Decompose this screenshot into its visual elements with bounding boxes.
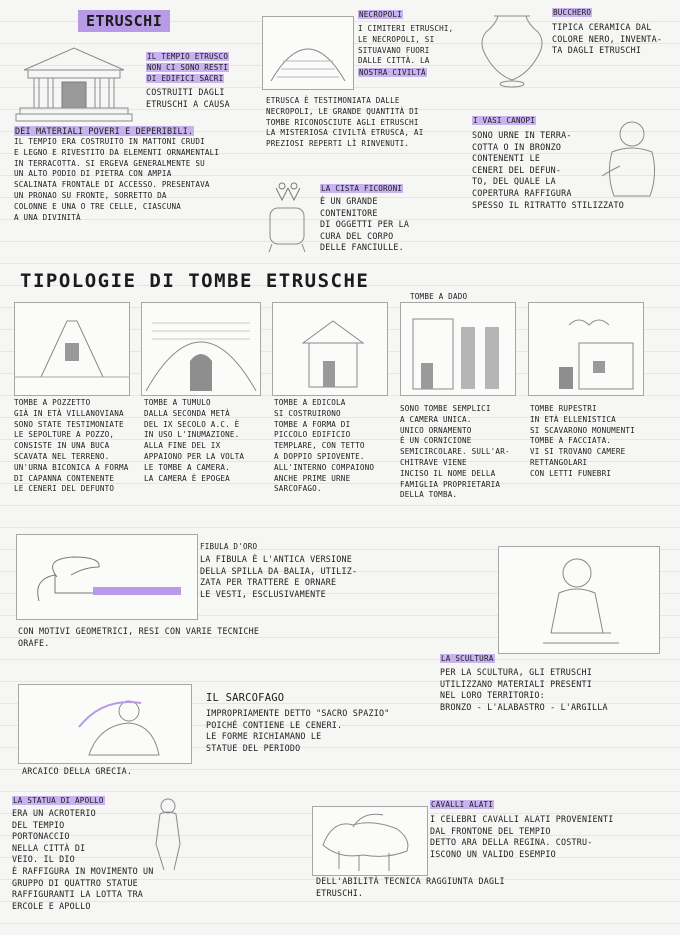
fibula-title: FIBULA D'ORO [200, 542, 258, 551]
cista-body: È UN GRANDE CONTENITORE DI OGGETTI PER LA CURA DEL CORPO DELLE FANCIULLE. [320, 196, 410, 253]
cavalli-body: I CELEBRI CAVALLI ALATI PROVENIENTI DAL FRONTONE DEL TEMPIO DETTO ARA DELLA REGINA. COSTRU- ISCONO UN VALIDO ESEMPIO [430, 814, 614, 859]
vasi-title: I VASI CANOPI [473, 116, 536, 125]
necropoli-title: NECROPOLI [359, 10, 402, 19]
tomb-sketch-rupestri [528, 302, 644, 396]
tomb-text-tumulo: TOMBE A TUMULO DALLA SECONDA METÀ DEL IX SECOLO A.C. È IN USO L'INUMAZIONE. ALLA FINE DEL IX APPAIONO PER LA VOLTA LE TOMBE A CAMERA. LA CAMERA È EPOGEA [144, 398, 245, 483]
tipologie-heading: TIPOLOGIE DI TOMBE ETRUSCHE [20, 270, 370, 292]
cista-title: LA CISTA FICORONI [321, 184, 403, 193]
sarcofago-body: IMPROPRIAMENTE DETTO "SACRO SPAZIO" POICHÉ CONTIENE LE CENERI. LE FORME RICHIAMANO LE STATUE DEL PERIODO [206, 708, 390, 753]
cista-sketch [262, 178, 312, 256]
tempio-body: IL TEMPIO ERA COSTRUITO IN MATTONI CRUDI E LEGNO E RIVESTITO DA ELEMENTI ORNAMENTALI IN TERRACOTTA. SI ERGEVA GENERALMENTE SU UN ALTO PODIO DI PIETRA CON AMPIA SCALINATA FRONTALE DI ACCESSO. PRESENTAVA UN PRONAO SU FRONTE, SORRETTO DA COLONNE E UNA O TRE CELLE, CIASCUNA A UNA DIVINITÀ [14, 137, 220, 222]
tomb-sketch-pozzetto [14, 302, 130, 396]
tempio-hl-line: DEI MATERIALI POVERI E DEPERIBILI. [15, 126, 194, 136]
canopo-sketch [600, 116, 664, 206]
sarcofago-caption: ARCAICO DELLA GRECIA. [22, 766, 133, 776]
vasi-body: SONO URNE IN TERRA- COTTA O IN BRONZO CONTENENTI LE CENERI DEL DEFUN- TO, DEL QUALE LA COPERTURA RAFFIGURA SPESSO IL RITRATTO STILIZZATO [472, 130, 625, 210]
scultura-title: LA SCULTURA [441, 654, 494, 663]
fibula-body-wide: CON MOTIVI GEOMETRICI, RESI CON VARIE TECNICHE ORAFE. [18, 626, 260, 648]
necropoli-body-hl: NOSTRA CIVILTÀ [359, 68, 426, 77]
statua-title: LA STATUA DI APOLLO [13, 796, 104, 805]
tomb-text-edicola: TOMBE A EDICOLA SI COSTRUIRONO TOMBE A FORMA DI PICCOLO EDIFICIO TEMPLARE, CON TETTO A DOPPIO SPIOVENTE. ALL'INTERNO COMPAIONO ANCHE PRIME URNE SARCOFAGO. [274, 398, 375, 494]
tomb-text-rupestri: TOMBE RUPESTRI IN ETÀ ELLENISTICA SI SCAVARONO MONUMENTI TOMBE A FACCIATA. VI SI TROVANO CAMERE RETTANGOLARI CON LETTI FUNEBRI [530, 404, 635, 478]
necropoli-body-a: I CIMITERI ETRUSCHI, LE NECROPOLI, SI SITUAVANO FUORI DALLE CITTÀ. LA [358, 24, 454, 66]
cavalli-title: CAVALLI ALATI [431, 800, 494, 809]
etruschi-title: ETRUSCHI [78, 10, 170, 32]
bucchero-vase-sketch [478, 12, 546, 90]
tempio-lines-a: COSTRUITI DAGLI ETRUSCHI A CAUSA [146, 87, 230, 109]
temple-sketch [14, 42, 134, 127]
tomb-sketch-edicola [272, 302, 388, 396]
tomb-text-pozzetto: TOMBE A POZZETTO GIÀ IN ETÀ VILLANOVIANA SONO STATE TESTIMONIATE LE SEPOLTURE A POZZO, CONSISTE IN UNA BUCA SCAVATA NEL TERRENO. UN'URNA BICONICA A FORMA DI CAPANNA CONTENENTE LE CENERI DEL DEFUNTO [14, 398, 129, 494]
necropoli-sketch [262, 16, 354, 90]
tomb-text-dado: SONO TOMBE SEMPLICI A CAMERA UNICA. UNICO ORNAMENTO È UN CORNICIONE SEMICIRCOLARE. SULL'AR- CHITRAVE VIENE INCISO IL NOME DELLA FAMIGLIA PROPRIETARIA DELLA TOMBA. [400, 404, 510, 500]
scultura-body: PER LA SCULTURA, GLI ETRUSCHI UTILIZZANO MATERIALI PRESENTI NEL LORO TERRITORIO: BRONZO - L'ALABASTRO - L'ARGILLA [440, 667, 608, 712]
cavalli-sketch [312, 806, 428, 876]
tempio-highlight: IL TEMPIO ETRUSCO NON CI SONO RESTI DI EDIFICI SACRI [147, 52, 229, 83]
statua-body: ERA UN ACROTERIO DEL TEMPIO PORTONACCIO NELLA CITTÀ DI VEIO. IL DIO È RAFFIGURA IN MOVIMENTO UN GRUPPO DI QUATTRO STATUE RAFFIGURANTI LA LOTTA TRA ERCOLE E APOLLO [12, 808, 154, 911]
apollo-sketch [148, 796, 188, 874]
sarcofago-title: IL SARCOFAGO [206, 692, 285, 704]
tomb-sketch-dado [400, 302, 516, 396]
tomb-sketch-tumulo [141, 302, 261, 396]
scultura-sketch [498, 546, 660, 654]
fibula-sketch [16, 534, 198, 620]
necropoli-body-b: ETRUSCA È TESTIMONIATA DALLE NECROPOLI, LE GRANDE QUANTITÀ DI TOMBE RICONOSCIUTE AGLI ETRUSCHI LA MISTERIOSA CIVILTÀ ETRUSCA, AI PREZIOSI REPERTI LÌ RINVENUTI. [266, 96, 424, 149]
cavalli-caption: DELL'ABILITÀ TECNICA RAGGIUNTA DAGLI ETRUSCHI. [316, 876, 505, 898]
dado-label: TOMBE A DADO [410, 292, 468, 301]
bucchero-title: BUCCHERO [553, 8, 592, 17]
sarcofago-sketch [18, 684, 192, 764]
fibula-body: LA FIBULA È L'ANTICA VERSIONE DELLA SPILLA DA BALIA, UTILIZ- ZATA PER TRATTERE E ORNARE LE VESTI, ESCLUSIVAMENTE [200, 554, 358, 599]
bucchero-body: TIPICA CERAMICA DAL COLORE NERO, INVENTA- TA DAGLI ETRUSCHI [552, 22, 663, 56]
